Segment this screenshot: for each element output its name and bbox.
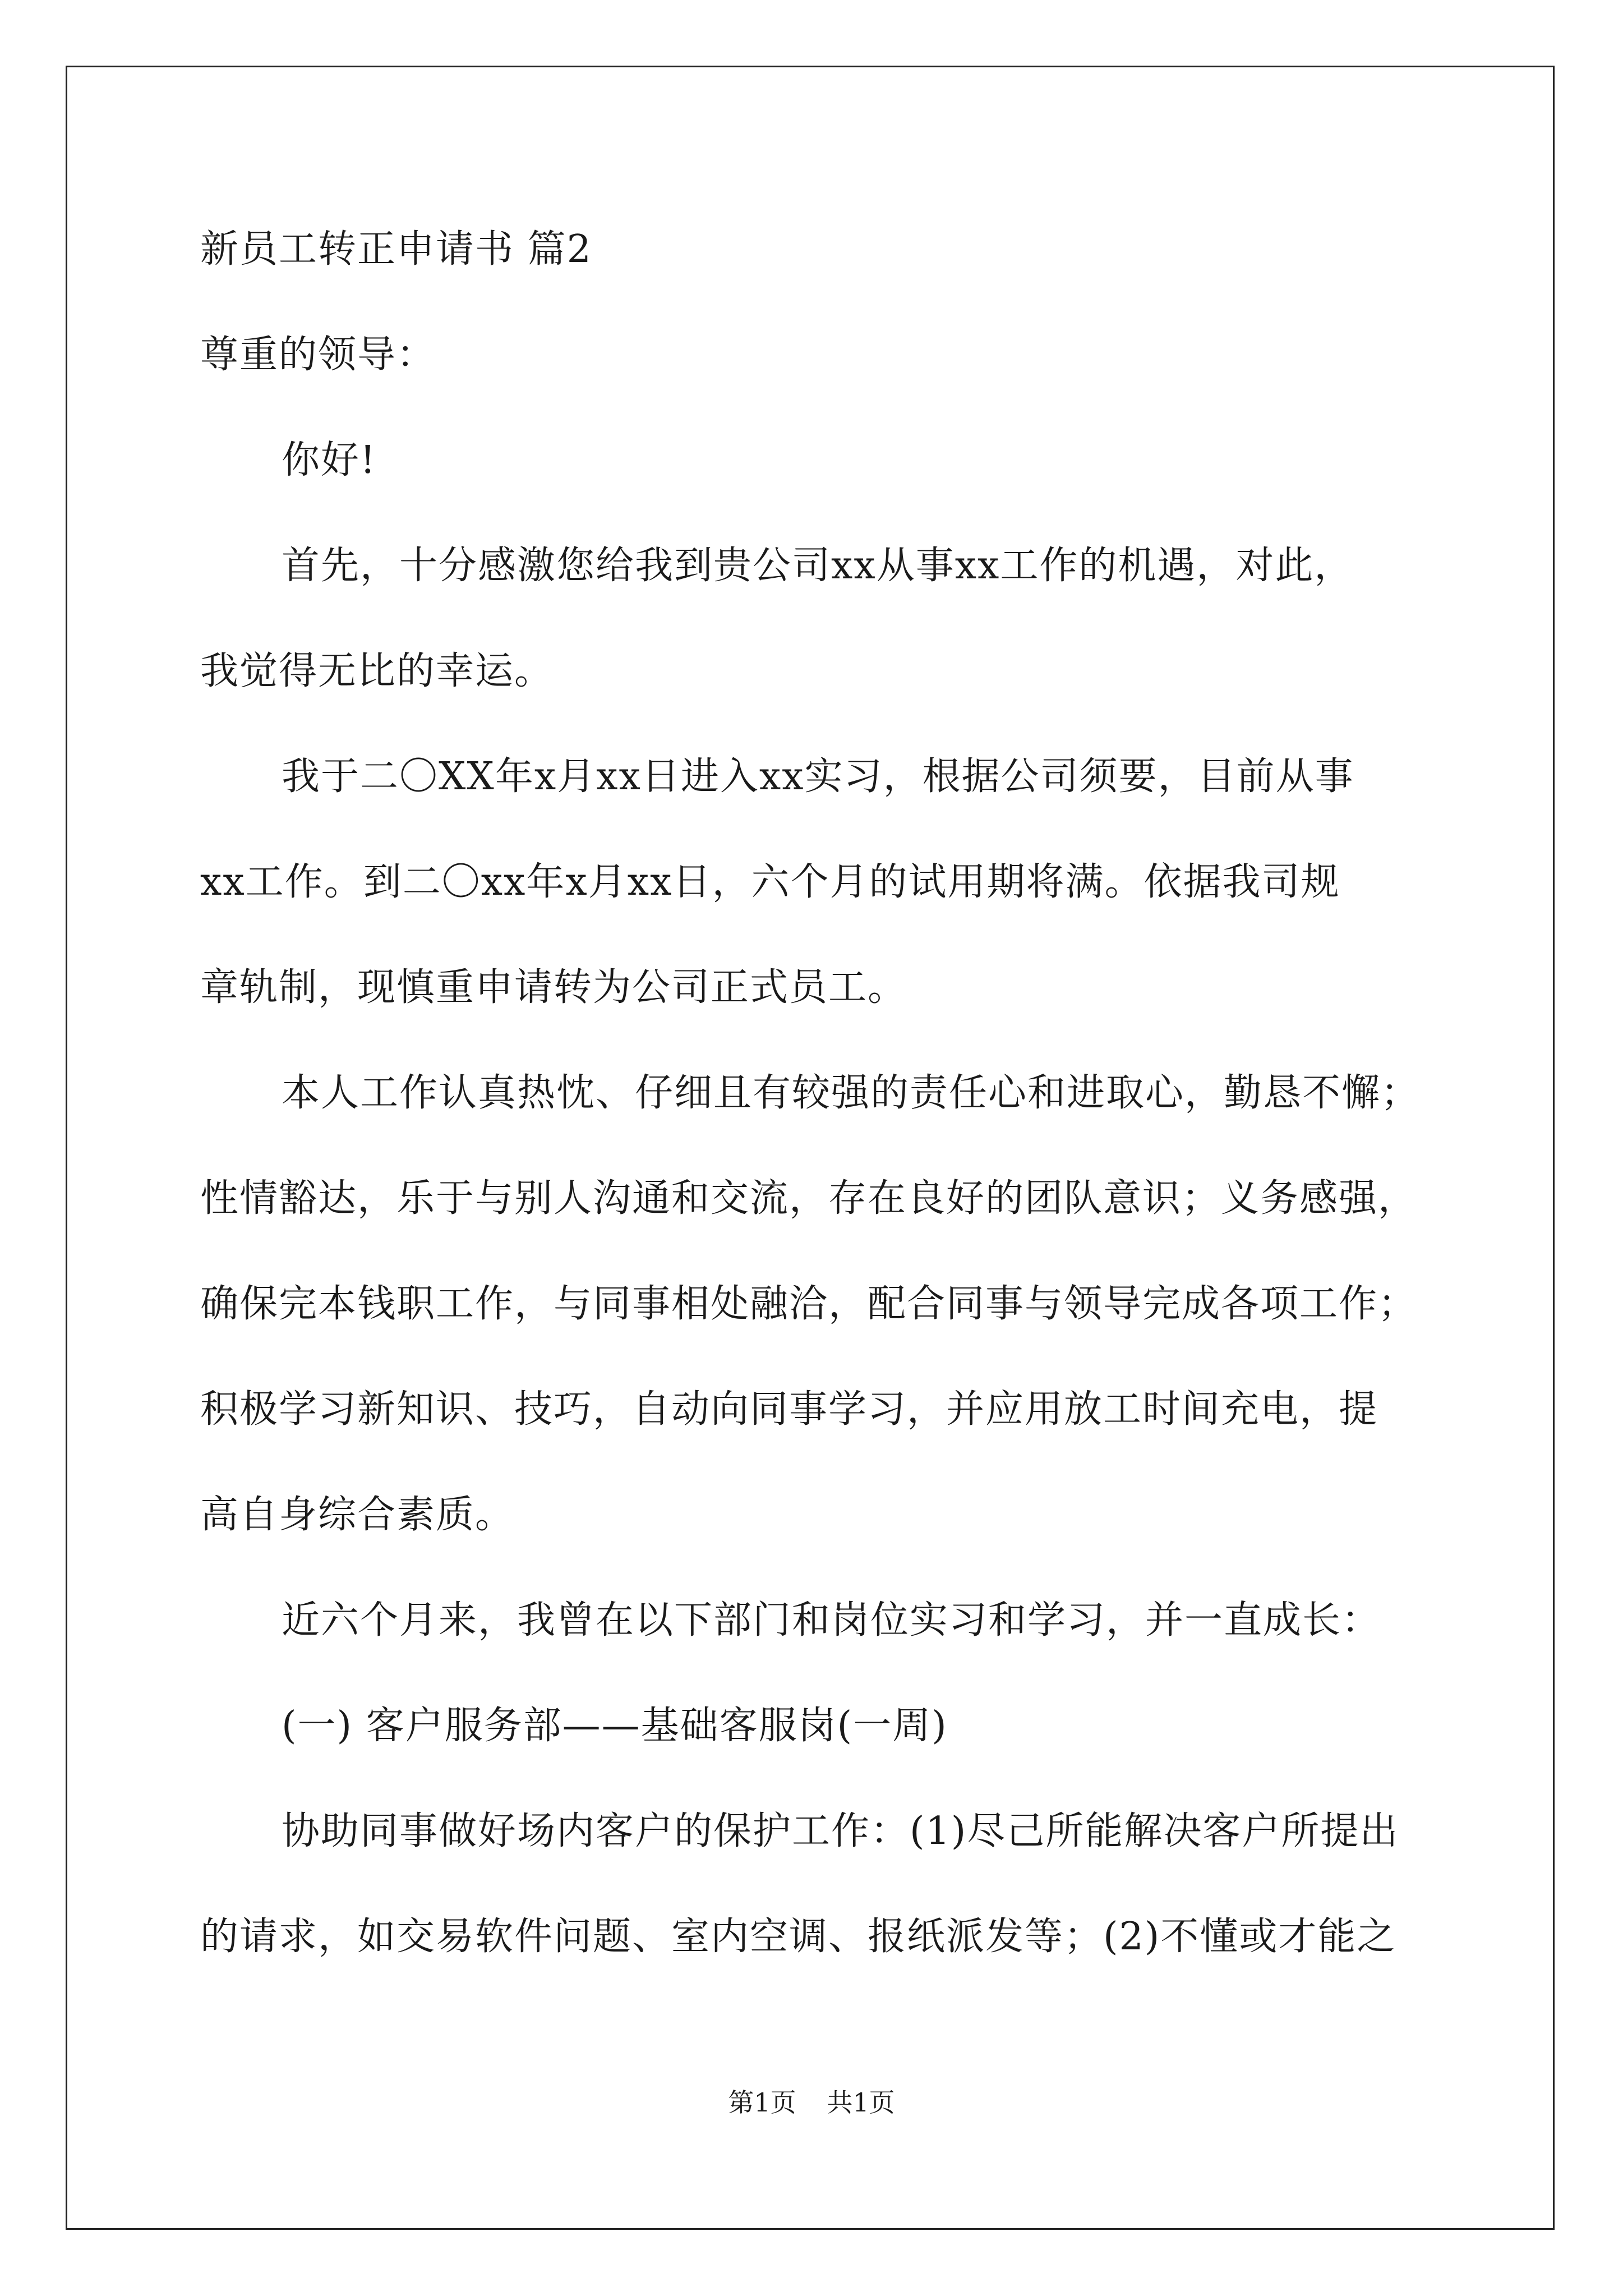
paragraph-1	[200, 541, 1434, 697]
paragraph-line: 本人工作认真热忱、仔细且有较强的责任心和进取心，勤恳不懈；	[282, 1071, 1421, 1115]
paragraph-line: 协助同事做好场内客户的保护工作：(1)尽己所能解决客户所提出	[282, 1809, 1399, 1853]
paragraph-line: 近六个月来，我曾在以下部门和岗位实习和学习，并一直成长：	[282, 1598, 1381, 1642]
paragraph-3	[200, 1068, 1434, 1540]
paragraph-2	[200, 752, 1434, 1013]
paragraph-line: (一) 客户服务部——基础客服岗(一周)	[282, 1704, 948, 1748]
paragraph-line: 我觉得无比的幸运。	[200, 649, 554, 693]
paragraph-line: 积极学习新知识、技巧，自动向同事学习，并应用放工时间充电，提	[200, 1387, 1378, 1432]
paragraph-line: 我于二〇XX年x月xx日进入xx实习，根据公司须要，目前从事	[282, 754, 1354, 799]
paragraph-6	[200, 1806, 1434, 1962]
document-title: 新员工转正申请书 篇2	[200, 227, 592, 272]
salutation: 尊重的领导：	[200, 333, 436, 377]
greeting: 你好!	[282, 438, 377, 482]
document-body	[200, 224, 1434, 1962]
paragraph-line: 性情豁达，乐于与别人沟通和交流，存在良好的团队意识；义务感强，	[200, 1176, 1418, 1221]
section-heading	[200, 1701, 1434, 1751]
paragraph-line: 章轨制，现慎重申请转为公司正式员工。	[200, 965, 907, 1010]
paragraph-line: 确保完本钱职工作，与同事相处融洽，配合同事与领导完成各项工作；	[200, 1282, 1418, 1326]
paragraph-line: 首先，十分感激您给我到贵公司xx从事xx工作的机遇，对此，	[282, 544, 1354, 588]
page-total: 共1页	[827, 2087, 895, 2118]
paragraph-line: 高自身综合素质。	[200, 1493, 515, 1537]
page-footer	[0, 2087, 1623, 2118]
paragraph-line: xx工作。到二〇xx年x月xx日，六个月的试用期将满。依据我司规	[200, 860, 1340, 904]
paragraph-4	[200, 1595, 1434, 1646]
paragraph-line: 的请求，如交易软件问题、室内空调、报纸派发等；(2)不懂或才能之	[200, 1915, 1396, 1959]
page-number: 第1页	[728, 2087, 796, 2118]
